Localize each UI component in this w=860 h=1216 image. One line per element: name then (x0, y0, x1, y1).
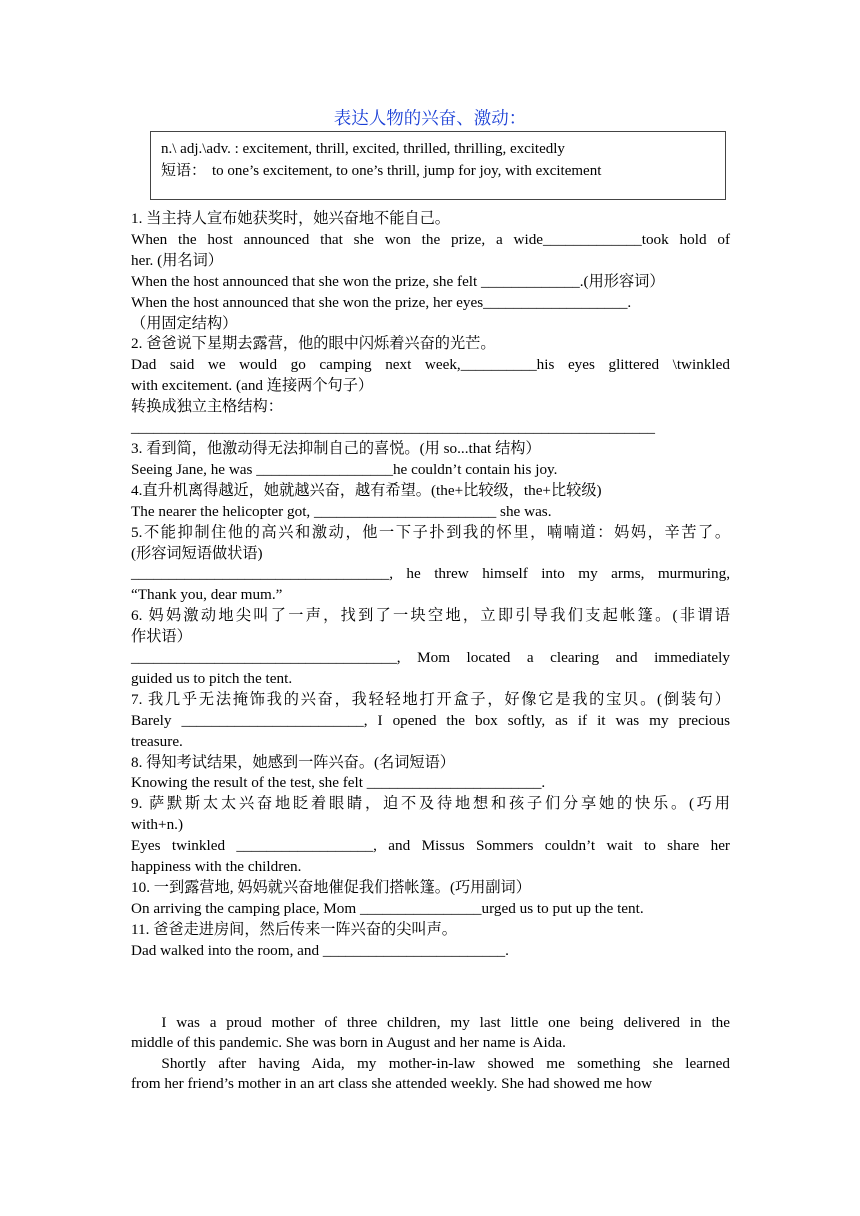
passage-line: I was a proud mother of three children, my last little one being delivered in the (161, 1014, 730, 1031)
exercise-line: When the host announced that she won the prize, a wide_____________took hold of (131, 230, 730, 248)
exercise-line: Eyes twinkled __________________, and Missus Sommers couldn’t wait to share her (131, 837, 730, 855)
exercise-line: 11. 爸爸走进房间，然后传来一阵兴奋的尖叫声。 (131, 920, 457, 938)
exercise-line: with+n.) (131, 816, 184, 834)
exercise-line: 7. 我几乎无法掩饰我的兴奋，我轻轻地打开盒子，好像它是我的宝贝。(倒装句） (131, 690, 730, 708)
exercise-line: __________________________________, he threw himself into my arms, murmuring, (131, 565, 730, 583)
exercise-line: 9. 萨默斯太太兴奋地眨着眼睛，迫不及待地想和孩子们分享她的快乐。(巧用 (131, 795, 730, 813)
exercise-line: Seeing Jane, he was __________________he couldn’t contain his joy. (131, 460, 558, 478)
exercise-line: 10. 一到露营地, 妈妈就兴奋地催促我们搭帐篷。(巧用副词） (131, 879, 531, 896)
page-title: 表达人物的兴奋、激动： (333, 108, 527, 128)
passage-line: Shortly after having Aida, my mother-in-law showed me something she learned (161, 1054, 730, 1072)
exercise-line: (形容词短语做状语) (131, 544, 263, 562)
exercise-line: （用固定结构） (131, 314, 238, 332)
exercise-line: Dad said we would go camping next week,__________his eyes glittered \twinkled (131, 356, 730, 374)
exercise-line: 2. 爸爸说下星期去露营，他的眼中闪烁着兴奋的光芒。 (131, 335, 496, 353)
vocab-words: n.\ adj.\adv. : excitement, thrill, excited, thrilled, thrilling, excitedly (161, 141, 565, 157)
reading-passage (131, 1013, 730, 1094)
exercise-line: Knowing the result of the test, she felt _______________________. (131, 774, 546, 792)
exercise-line: “Thank you, dear mum.” (131, 586, 283, 604)
exercise-line: 8. 得知考试结果，她感到一阵兴奋。(名词短语） (131, 753, 455, 771)
exercise-line: 5.不能抑制住他的高兴和激动，他一下子扑到我的怀里，喃喃道：妈妈，辛苦了。 (131, 523, 730, 541)
exercise-list (131, 209, 730, 962)
exercise-line: 6. 妈妈激动地尖叫了一声，找到了一块空地，立即引导我们支起帐篷。(非谓语 (131, 607, 730, 625)
vocabulary-box (150, 131, 726, 200)
exercise-line: treasure. (131, 732, 183, 750)
exercise-line: When the host announced that she won the prize, her eyes___________________. (131, 293, 632, 311)
exercise-line: _____________________________________________________________________ (131, 419, 655, 437)
passage-line: middle of this pandemic. She was born in August and her name is Aida. (131, 1034, 566, 1052)
exercise-line: with excitement. (and 连接两个句子） (131, 377, 374, 395)
vocab-phrases-label: 短语： (161, 163, 207, 179)
exercise-line: guided us to pitch the tent. (131, 669, 293, 687)
vocab-phrases-row (161, 160, 715, 182)
exercise-line: 3. 看到简，他激动得无法抑制自己的喜悦。(用 so...that 结构） (131, 439, 541, 457)
exercise-line: 4.直升机离得越近，她就越兴奋，越有希望。(the+比较级，the+比较级) (131, 481, 602, 499)
exercise-line: On arriving the camping place, Mom ________________urged us to put up the tent. (131, 899, 644, 917)
exercise-line: The nearer the helicopter got, ________________________ she was. (131, 502, 552, 520)
exercise-line: Dad walked into the room, and ________________________. (131, 941, 509, 959)
exercise-line: When the host announced that she won the prize, she felt _____________.(用形容词） (131, 272, 665, 290)
vocab-phrases: to one’s excitement, to one’s thrill, jump for joy, with excitement (212, 163, 602, 179)
passage-line: from her friend’s mother in an art class she attended weekly. She had showed me how (131, 1074, 653, 1092)
exercise-line: Barely ________________________, I opened the box softly, as if it was my precious (131, 711, 730, 729)
exercise-line: 1. 当主持人宣布她获奖时，她兴奋地不能自己。 (131, 210, 450, 227)
exercise-line: happiness with the children. (131, 858, 302, 876)
exercise-line: ___________________________________, Mom located a clearing and immediately (131, 649, 730, 667)
exercise-line: 作状语） (131, 628, 192, 646)
exercise-line: 转换成独立主格结构： (131, 398, 283, 416)
exercise-line: her. (用名词） (131, 251, 223, 269)
